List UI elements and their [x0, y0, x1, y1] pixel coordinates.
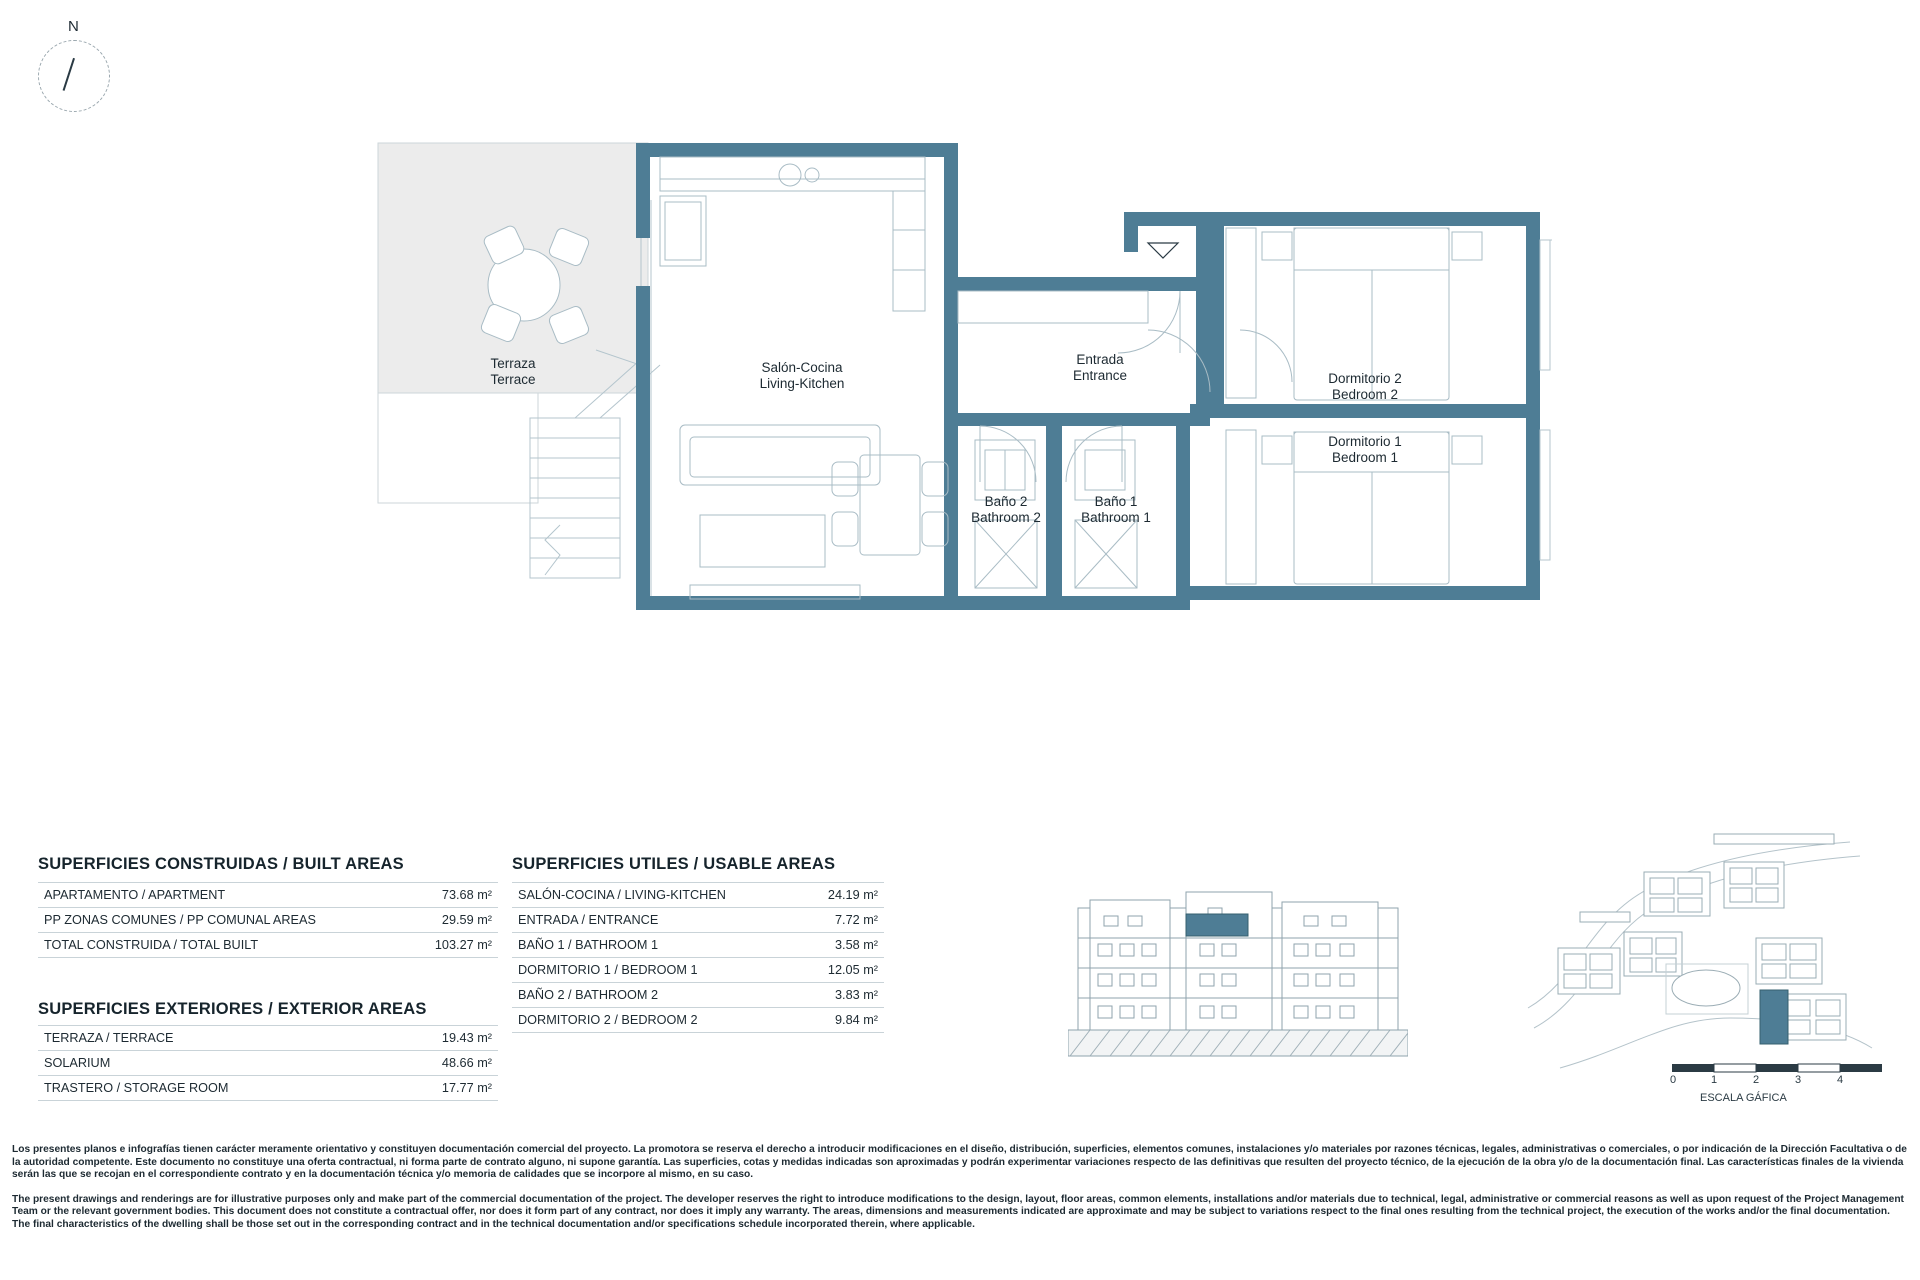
highlighted-building-marker [1760, 990, 1788, 1044]
graphic-scale-bar [1670, 1062, 1885, 1102]
exterior-area-name: TRASTERO / STORAGE ROOM [38, 1076, 388, 1101]
usable-areas-title: SUPERFICIES UTILES / USABLE AREAS [512, 855, 836, 873]
built-area-value: 103.27 m² [408, 933, 498, 958]
room-label-bedroom-2: Dormitorio 2 Bedroom 2 [1328, 371, 1402, 402]
building-elevation-diagram [1068, 878, 1408, 1068]
scale-tick-2: 2 [1753, 1074, 1760, 1086]
legal-disclaimer [12, 1144, 1908, 1244]
exterior-areas-title: SUPERFICIES EXTERIORES / EXTERIOR AREAS [38, 1000, 427, 1018]
built-area-name: PP ZONAS COMUNES / PP COMUNAL AREAS [38, 908, 408, 933]
exterior-area-name: TERRAZA / TERRACE [38, 1026, 388, 1051]
usable-area-value: 3.58 m² [802, 933, 884, 958]
table-row [512, 958, 884, 983]
exterior-areas-table [38, 1000, 498, 1101]
usable-area-name: DORMITORIO 2 / BEDROOM 2 [512, 1008, 802, 1033]
exterior-area-name: SOLARIUM [38, 1051, 388, 1076]
table-row [38, 883, 498, 908]
room-label-terrace: Terraza Terrace [490, 356, 536, 387]
table-row [38, 933, 498, 958]
usable-area-value: 3.83 m² [802, 983, 884, 1008]
table-row [512, 933, 884, 958]
scale-tick-0: 0 [1670, 1074, 1677, 1086]
compass-north-label: N [68, 18, 79, 35]
room-label-living-kitchen: Salón-Cocina Living-Kitchen [759, 360, 845, 391]
table-row [512, 983, 884, 1008]
room-label-bedroom-1: Dormitorio 1 Bedroom 1 [1328, 434, 1402, 465]
table-row [512, 883, 884, 908]
legal-text-english: The present drawings and renderings are for illustrative purposes only and make part of the commercial documentation of the project. The developer reserves the right to introduce modifications to the design, layout, floor areas, common elements, installations and/or materials due to technical, legal, administrative or commercial reasons as well as upon request of the Project Management Team or the relevant government bodies. This document does not constitute a contractual offer, nor does it form part of any contract, nor does it imply any warranty. The areas, dimensions and measurements indicated are approximate and may be subject to variations respect to the final ones resulting from the technical project, the execution of the works and/or the final documentation. The final characteristics of the dwelling shall be those set out in the corresponding contract and in the technical documentation and/or specifications schedule incorporated therein, where applicable. [12, 1193, 1904, 1230]
room-label-bathroom-2: Baño 2 Bathroom 2 [971, 494, 1041, 525]
exterior-area-value: 48.66 m² [388, 1051, 498, 1076]
built-area-name: APARTAMENTO / APARTMENT [38, 883, 408, 908]
scale-tick-3: 3 [1795, 1074, 1802, 1086]
built-area-value: 73.68 m² [408, 883, 498, 908]
usable-area-value: 7.72 m² [802, 908, 884, 933]
usable-area-name: BAÑO 1 / BATHROOM 1 [512, 933, 802, 958]
exterior-area-value: 17.77 m² [388, 1076, 498, 1101]
room-label-bathroom-1: Baño 1 Bathroom 1 [1081, 494, 1151, 525]
table-row [38, 1026, 498, 1051]
usable-area-value: 24.19 m² [802, 883, 884, 908]
built-area-value: 29.59 m² [408, 908, 498, 933]
scale-tick-1: 1 [1711, 1074, 1718, 1086]
built-area-name: TOTAL CONSTRUIDA / TOTAL BUILT [38, 933, 408, 958]
usable-area-value: 9.84 m² [802, 1008, 884, 1033]
built-areas-title: SUPERFICIES CONSTRUIDAS / BUILT AREAS [38, 855, 404, 873]
built-areas-table [38, 855, 498, 958]
usable-areas-table [512, 855, 884, 1033]
usable-area-name: BAÑO 2 / BATHROOM 2 [512, 983, 802, 1008]
usable-area-name: ENTRADA / ENTRANCE [512, 908, 802, 933]
room-label-entrance: Entrada Entrance [1072, 352, 1128, 383]
scale-tick-4: 4 [1837, 1074, 1844, 1086]
usable-area-name: DORMITORIO 1 / BEDROOM 1 [512, 958, 802, 983]
site-plan-diagram [1520, 828, 1880, 1078]
scale-caption: ESCALA GÁFICA [1700, 1092, 1787, 1104]
table-row [512, 1008, 884, 1033]
table-row [38, 1051, 498, 1076]
table-row [38, 908, 498, 933]
legal-text-spanish: Los presentes planos e infografías tienen carácter meramente orientativo y constituyen documentación comercial del proyecto. La promotora se reserva el derecho a introducir modificaciones en el diseño, distribución, superficies, elementos comunes, instalaciones y/o materiales por razones técnicas, legales, administrativas o comerciales, o por indicación de la Dirección Facultativa o de la autoridad competente. Este documento no constituye una oferta contractual, ni forma parte de contrato alguno, ni supone garantía. Las superficies, cotas y medidas indicadas son aproximadas y podrán experimentar variaciones respecto de las definitivas que resulten del proyecto técnico, de la ejecución de la obra y/o de la documentación final. Las características finales de la vivienda serán las que se recojan en el correspondiente contrato y en la documentación técnica y/o memoria de calidades que se incorpore al mismo, en su caso. [12, 1144, 1907, 1181]
floor-plan-vector [0, 0, 1600, 660]
floor-plan-drawing [0, 0, 1600, 660]
exterior-area-value: 19.43 m² [388, 1026, 498, 1051]
table-row [512, 908, 884, 933]
table-row [38, 1076, 498, 1101]
highlighted-unit-marker [1186, 914, 1248, 936]
usable-area-value: 12.05 m² [802, 958, 884, 983]
usable-area-name: SALÓN-COCINA / LIVING-KITCHEN [512, 883, 802, 908]
